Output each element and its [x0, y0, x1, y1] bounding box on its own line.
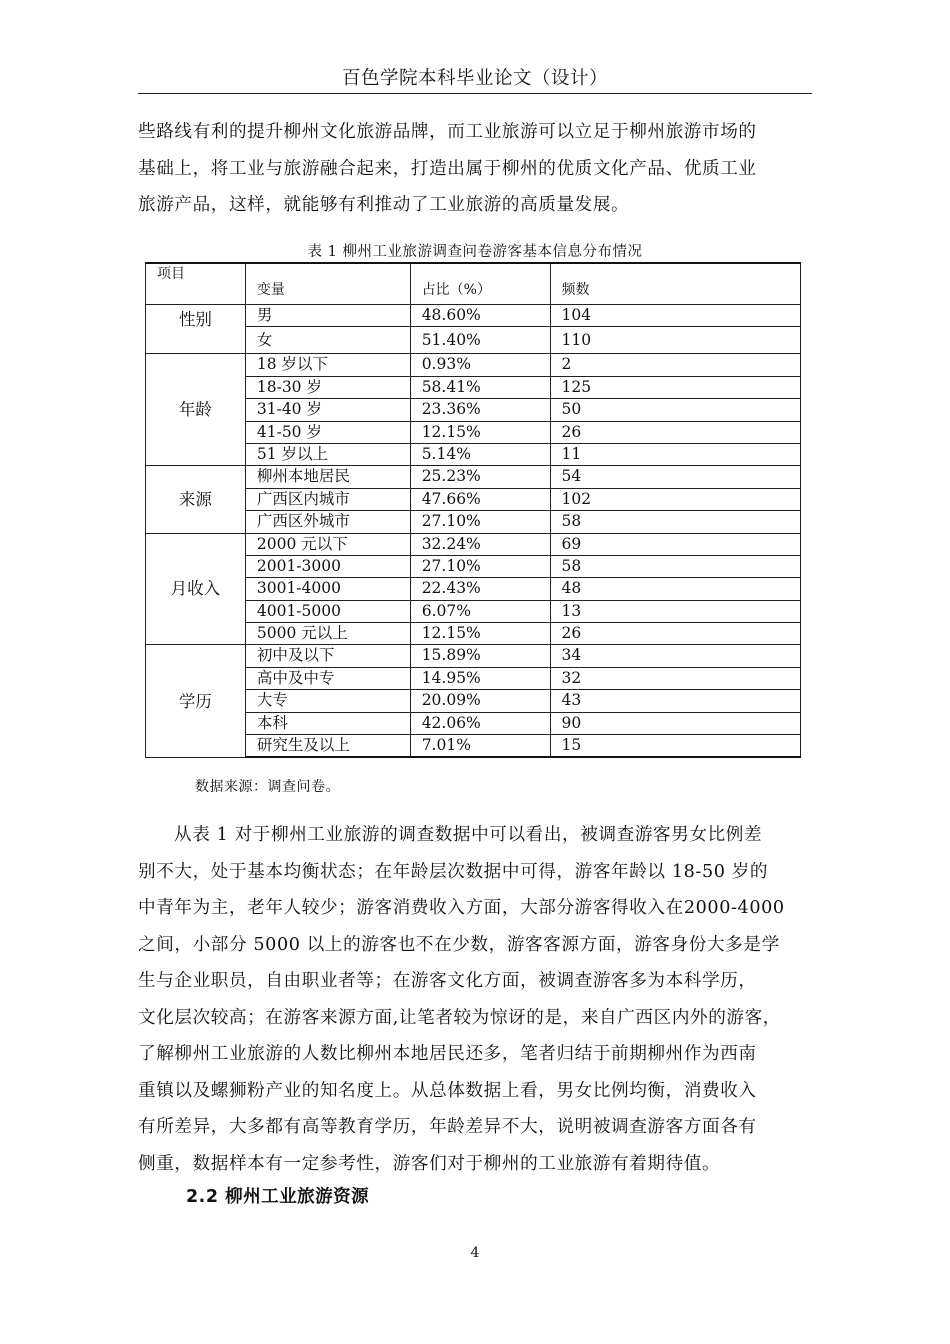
count-cell: 32 — [550, 667, 800, 689]
variable-cell: 2001-3000 — [245, 555, 410, 577]
variable-cell: 41-50 岁 — [245, 421, 410, 443]
paragraph-line: 旅游产品，这样，就能够有利推动了工业旅游的高质量发展。 — [138, 195, 630, 215]
group-label-cell: 性别 — [146, 305, 246, 354]
count-cell: 125 — [550, 376, 800, 398]
variable-cell: 31-40 岁 — [245, 399, 410, 421]
table-row — [146, 305, 801, 327]
header-ratio: 占比（%） — [410, 263, 550, 305]
count-cell: 2 — [550, 354, 800, 376]
variable-cell: 3001-4000 — [245, 578, 410, 600]
paragraph-line: 别不大，处于基本均衡状态；在年龄层次数据中可得，游客年龄以 18-50 岁的 — [138, 861, 769, 882]
table-row — [146, 466, 801, 488]
variable-cell: 柳州本地居民 — [245, 466, 410, 488]
ratio-cell: 6.07% — [410, 600, 550, 622]
ratio-cell: 47.66% — [410, 488, 550, 510]
ratio-cell: 48.60% — [410, 305, 550, 327]
variable-cell: 初中及以下 — [245, 645, 410, 667]
table-row — [146, 354, 801, 376]
count-cell: 13 — [550, 600, 800, 622]
paragraph-intro — [138, 114, 812, 224]
section-heading: 2.2 柳州工业旅游资源 — [186, 1187, 370, 1207]
paragraph-line: 有所差异，大多都有高等教育学历，年龄差异不大，说明被调查游客方面各有 — [138, 1117, 757, 1137]
paragraph-analysis — [138, 817, 812, 1182]
ratio-cell: 20.09% — [410, 690, 550, 712]
count-cell: 69 — [550, 533, 800, 555]
count-cell: 110 — [550, 327, 800, 354]
header-divider — [138, 93, 812, 94]
count-cell: 102 — [550, 488, 800, 510]
paragraph-line: 些路线有利的提升柳州文化旅游品牌，而工业旅游可以立足于柳州旅游市场的 — [138, 122, 757, 142]
variable-cell: 广西区外城市 — [245, 511, 410, 533]
table-header-row — [146, 263, 801, 305]
ratio-cell: 12.15% — [410, 421, 550, 443]
variable-cell: 本科 — [245, 712, 410, 734]
variable-cell: 18-30 岁 — [245, 376, 410, 398]
ratio-cell: 42.06% — [410, 712, 550, 734]
count-cell: 43 — [550, 690, 800, 712]
ratio-cell: 7.01% — [410, 735, 550, 758]
ratio-cell: 51.40% — [410, 327, 550, 354]
count-cell: 11 — [550, 443, 800, 465]
group-label-cell: 年龄 — [146, 354, 246, 466]
group-label-cell: 月收入 — [146, 533, 246, 645]
count-cell: 34 — [550, 645, 800, 667]
paragraph-line: 之间，小部分 5000 以上的游客也不在少数，游客客源方面，游客身份大多是学 — [138, 934, 780, 955]
variable-cell: 18 岁以下 — [245, 354, 410, 376]
page-header-title: 百色学院本科毕业论文（设计） — [341, 68, 608, 89]
count-cell: 15 — [550, 735, 800, 758]
variable-cell: 女 — [245, 327, 410, 354]
paragraph-line: 中青年为主，老年人较少；游客消费收入方面，大部分游客得收入在2000-4000 — [138, 898, 785, 918]
table-source-note: 数据来源：调查问卷。 — [195, 779, 340, 795]
ratio-cell: 27.10% — [410, 555, 550, 577]
paragraph-line: 侧重，数据样本有一定参考性，游客们对于柳州的工业旅游有着期待值。 — [138, 1153, 721, 1174]
count-cell: 48 — [550, 578, 800, 600]
variable-cell: 5000 元以上 — [245, 623, 410, 645]
variable-cell: 男 — [245, 305, 410, 327]
table-caption: 表 1 柳州工业旅游调查问卷游客基本信息分布情况 — [307, 244, 643, 260]
ratio-cell: 25.23% — [410, 466, 550, 488]
ratio-cell: 22.43% — [410, 578, 550, 600]
count-cell: 58 — [550, 511, 800, 533]
ratio-cell: 58.41% — [410, 376, 550, 398]
count-cell: 54 — [550, 466, 800, 488]
paragraph-line: 文化层次较高；在游客来源方面,让笔者较为惊讶的是，来自广西区内外的游客， — [138, 1007, 781, 1028]
count-cell: 26 — [550, 421, 800, 443]
ratio-cell: 0.93% — [410, 354, 550, 376]
count-cell: 50 — [550, 399, 800, 421]
variable-cell: 大专 — [245, 690, 410, 712]
ratio-cell: 14.95% — [410, 667, 550, 689]
paragraph-line: 从表 1 对于柳州工业旅游的调查数据中可以看出，被调查游客男女比例差 — [174, 825, 763, 845]
paragraph-line: 基础上，将工业与旅游融合起来，打造出属于柳州的优质文化产品、优质工业 — [138, 158, 757, 179]
count-cell: 104 — [550, 305, 800, 327]
table-body — [146, 263, 801, 757]
ratio-cell: 27.10% — [410, 511, 550, 533]
header-item: 项目 — [146, 263, 246, 305]
count-cell: 58 — [550, 555, 800, 577]
paragraph-line: 了解柳州工业旅游的人数比柳州本地居民还多，笔者归结于前期柳州作为西南 — [138, 1044, 757, 1064]
ratio-cell: 23.36% — [410, 399, 550, 421]
count-cell: 90 — [550, 712, 800, 734]
table-row — [146, 645, 801, 667]
ratio-cell: 12.15% — [410, 623, 550, 645]
paragraph-line: 生与企业职员，自由职业者等；在游客文化方面，被调查游客多为本科学历， — [138, 971, 757, 991]
survey-table — [145, 262, 801, 758]
ratio-cell: 5.14% — [410, 443, 550, 465]
variable-cell: 广西区内城市 — [245, 488, 410, 510]
header-count: 频数 — [550, 263, 800, 305]
variable-cell: 研究生及以上 — [245, 735, 410, 758]
variable-cell: 51 岁以上 — [245, 443, 410, 465]
count-cell: 26 — [550, 623, 800, 645]
ratio-cell: 15.89% — [410, 645, 550, 667]
page-number: 4 — [470, 1245, 480, 1261]
group-label-cell: 学历 — [146, 645, 246, 757]
paragraph-line: 重镇以及螺狮粉产业的知名度上。从总体数据上看，男女比例均衡，消费收入 — [138, 1080, 757, 1101]
variable-cell: 高中及中专 — [245, 667, 410, 689]
header-variable: 变量 — [245, 263, 410, 305]
ratio-cell: 32.24% — [410, 533, 550, 555]
variable-cell: 2000 元以下 — [245, 533, 410, 555]
table-row — [146, 533, 801, 555]
variable-cell: 4001-5000 — [245, 600, 410, 622]
group-label-cell: 来源 — [146, 466, 246, 533]
